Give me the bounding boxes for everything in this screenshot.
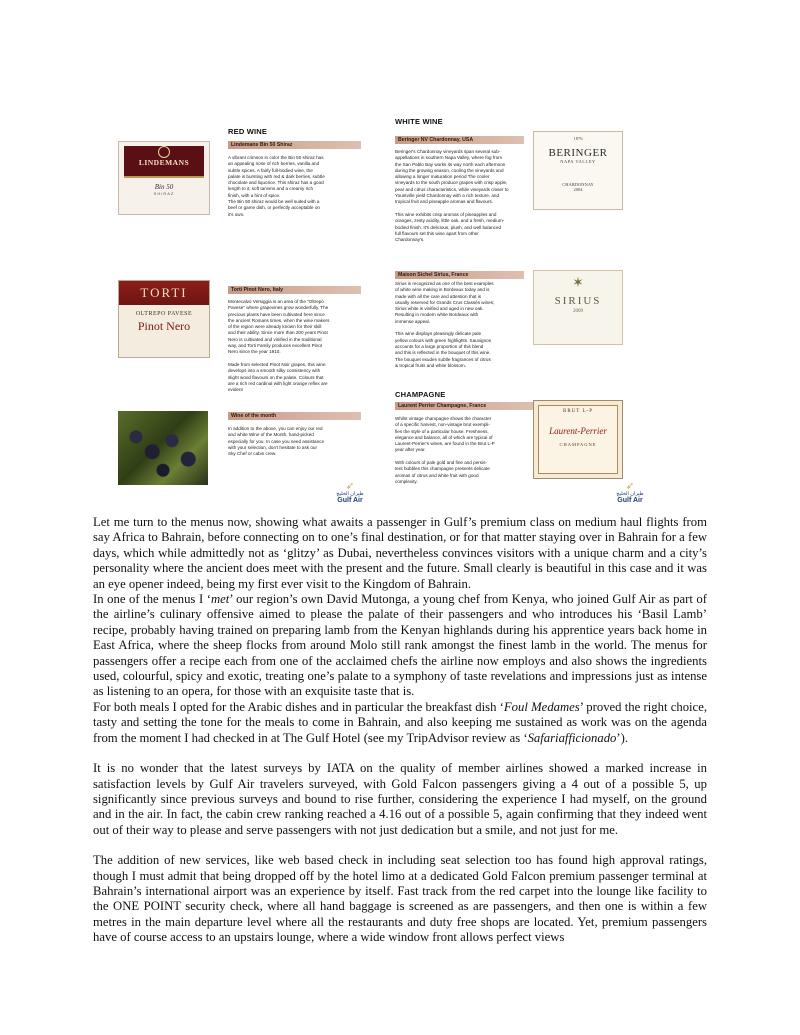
wine-desc-laurent-perrier: Whilst vintage champagne shows the character of a specific harvest, non-vintage brut exempli- fies the style of a particular house. Freshness, elegance and balance, all of which are typical of Laurent-Perrier's wines, are found in the Brut L-P year after year. With colours of pale gold and fine and persis- tent bubbles this champagne presents delicate aromas of citrus and white fruit with good complexity. [395, 416, 495, 484]
wine-name-sirius: Maison Sichel Sirius, France [395, 271, 524, 279]
wine-desc-lindemans: A vibrant crimson in color the Bin 50 shiraz has an appealing nose of rich berries, vanilla and subtle spices. A fairly full-bodied wine, the palate is bursting with red & dark berries, subtle chocolate and liquorice. This shiraz has a good length to it, soft tannins and a creamy rich finish, with a hint of spice. The Bin 50 shiraz would be well suited with a beef or game dish, or perfectly acceptable on it's own. [228, 155, 325, 217]
sirius-vintage: 2009 [573, 309, 583, 314]
lindemans-label-image [118, 141, 210, 215]
wine-desc-beringer: Beringer's Chardonnay vineyards span several sub- appellations in southern Napa Valley, where fog from the San Pablo Bay works its way north each afternoon during the growing season, cooling the vineyards and allowing a longer maturation period The cooler vineyards to the south produce grapes with crisp apple, pear and citrus characteristics, while vineyards closer to Yountville yield Chardonnay with a rich texture, and tropical fruit and pineapple aromas and flavours. This wine exhibits crisp aromas of pineapples and oranges, zesty acidity, little oak, and a fresh, medium- bodied finish. It's delicious, plush, and well balanced full flavours set this wine apart from other Chardonnay's. [395, 149, 509, 243]
lp-type: CHAMPAGNE [559, 442, 597, 447]
sirius-label-image [533, 270, 623, 345]
laurent-perrier-label-image [533, 400, 623, 479]
paragraph-chef: In one of the menus I ‘met’ our region’s own David Mutonga, a young chef from Kenya, who joined Gulf Air as part of the airline’s culinary offensive aimed to please the palate of their passengers and who introduces his ‘Basil Lamb’ recipe, probably having trained on preparing lamb from the Kenyan highlands during his apprentice years back home in East Africa, where the sheep flocks from around Molo still rank amongst the finest lamb in the world. The menus for passengers offer a recipe each from one of the acclaimed chefs the airline now employs and also shows the ingredients used, colourful, spicy and exotic, treating one’s palate to a symphony of taste revelations and impressions just as intense as listening to an opera, for those with an exquisite taste that is. [93, 592, 707, 699]
wine-name-lindemans: Lindemans Bin 50 Shiraz [228, 141, 361, 149]
beringer-region: NAPA VALLEY [560, 159, 596, 164]
lindemans-bin: Bin 50 [154, 183, 174, 191]
wine-name-torti: Torti Pinot Nero, Italy [228, 286, 361, 294]
wine-desc-torti: Montecalvo Versiggia is an area of the "Oltrepò Pavese" where grapevines grow wonderfully. The precious plants have been cultivated here since the ancient Romans times, when the wine makers of the region were already known for their skill and their ability. Since more than 200 years Pinot Nero is cultivated and vinified in the traditional way, and Torti Family produces excellent Pinot Nero since the year 1910. Made from selected Pinot Noir grapes, this wine develops into a smooth silky consistency with slight wood flavours on the palate. Colours that are a rich red cardinal with light orange reflex are evident [228, 299, 330, 393]
sirius-brand: SIRIUS [554, 295, 602, 307]
wine-menu-scan [100, 110, 680, 510]
beringer-brand: BERINGER [548, 147, 608, 159]
paragraph-iata-survey: It is no wonder that the latest surveys by IATA on the quality of member airlines showed a marked increase in satisfaction levels by Gulf Air travelers surveyed, with Gold Falcon passengers giving a 4 out of a possible 5, up significantly since previous surveys and bound to rise further, considering the experience I had myself, on the ground and in the air. In fact, the cabin crew ranking reached a 4.16 out of a possible 5, again confirming that they indeed went out of their way to please and serve passengers with not just dedication but a smile, and not just for me. [93, 761, 707, 837]
paragraph-new-services: The addition of new services, like web based check in including seat selection too has found high approval ratings, though I must admit that being dropped off by the hotel limo at a dedicated Gold Falcon premium passenger terminal at Bahrain’s international airport was an experience by itself. Fast track from the red carpet into the lounge like facility to the ONE POINT security check, where all hand baggage is screened as are passengers, and then one is within a few metres in the main departure level where all the restaurants and duty free shops are located. Yet, premium passengers have of course access to an upstairs lounge, where a wide window front allows perfect views [93, 853, 707, 945]
falcon-icon: ➶ [345, 481, 355, 492]
lindemans-crest-icon [158, 146, 170, 158]
lp-brand: Laurent-Perrier [549, 426, 607, 436]
gulf-air-logo-right [605, 482, 655, 504]
lindemans-type: SHIRAZ [153, 191, 175, 196]
lp-brut: BRUT L-P [563, 409, 593, 414]
torti-region: OLTREPO PAVESE [135, 311, 193, 317]
wine-desc-month: In addition to the above, you can enjoy our red and white Wine of the Month, hand-picked especially for you. In case you need assistance with your selection, don't hesitate to ask our Sky Chef or cabin crew. [228, 426, 325, 457]
beringer-type: CHARDONNAY [562, 182, 594, 187]
red-wine-heading: RED WINE [228, 127, 268, 136]
sirius-star-icon: ✶ [572, 276, 584, 291]
wine-desc-sirius: Sirius is recognized as one of the best examples of white wine making in Bordeaux today and is made with all the care and attention that is usually reserved for Grands Crus Classés wines; Sirius white is vinified and aged in new oak. Resulting in modern white Bordeaux with immense appeal. This wine displays pleasingly delicate pale yellow colours with green highlights. Sauvignon accounts for a large proportion of this blend and this is reflected in the bouquet of this wine. The bouquet exudes subtle fragrances of citrus & tropical fruits and white blossom. [395, 281, 495, 368]
wine-name-beringer: Beringer NV Chardonnay, USA [395, 136, 524, 144]
champagne-heading: CHAMPAGNE [395, 390, 446, 399]
gulf-air-arabic: طيران الخليج [336, 491, 364, 497]
falcon-icon: ➶ [625, 481, 635, 492]
wine-name-month: Wine of the month [228, 412, 361, 420]
beringer-year: 1876 [573, 136, 583, 141]
gulf-air-arabic: طيران الخليج [616, 491, 644, 497]
torti-brand: TORTI [140, 285, 188, 300]
white-wine-heading: WHITE WINE [395, 117, 443, 126]
article-body [93, 515, 707, 946]
gulf-air-logo-left [325, 482, 375, 504]
paragraph-menus: Let me turn to the menus now, showing what awaits a passenger in Gulf’s premium class on medium haul flights from say Africa to Bahrain, before connecting on to one’s final destination, or for that matter staying over in Bahrain for a few days, which while admittedly not as ‘glitzy’ as Dubai, nevertheless convinces visitors with a unique charm and a city’s personality where the ancient does meet with the present and the future. Small clearly is beautiful in this case and it was an eye opener indeed, being my first ever visit to the Kingdom of Bahrain. [93, 515, 707, 591]
lindemans-brand: LINDEMANS [138, 158, 190, 167]
grapes-photo [118, 411, 208, 485]
beringer-label-image [533, 131, 623, 210]
beringer-vintage: 2004 [573, 187, 583, 192]
torti-label-image [118, 280, 210, 358]
gulf-air-name: Gulf Air [337, 497, 363, 504]
torti-type: Pinot Nero [137, 319, 191, 333]
gulf-air-name: Gulf Air [617, 497, 643, 504]
wine-name-laurent-perrier: Laurent Perrier Champagne, France [395, 402, 538, 410]
paragraph-breakfast: For both meals I opted for the Arabic dishes and in particular the breakfast dish ‘Foul Medames’ proved the right choice, tasty and setting the tone for the meals to come in Bahrain, and also keeping me sustained as work was on the agenda from the moment I had checked in at The Gulf Hotel (see my TripAdvisor review as ‘Safariafficionado’). [93, 699, 707, 745]
